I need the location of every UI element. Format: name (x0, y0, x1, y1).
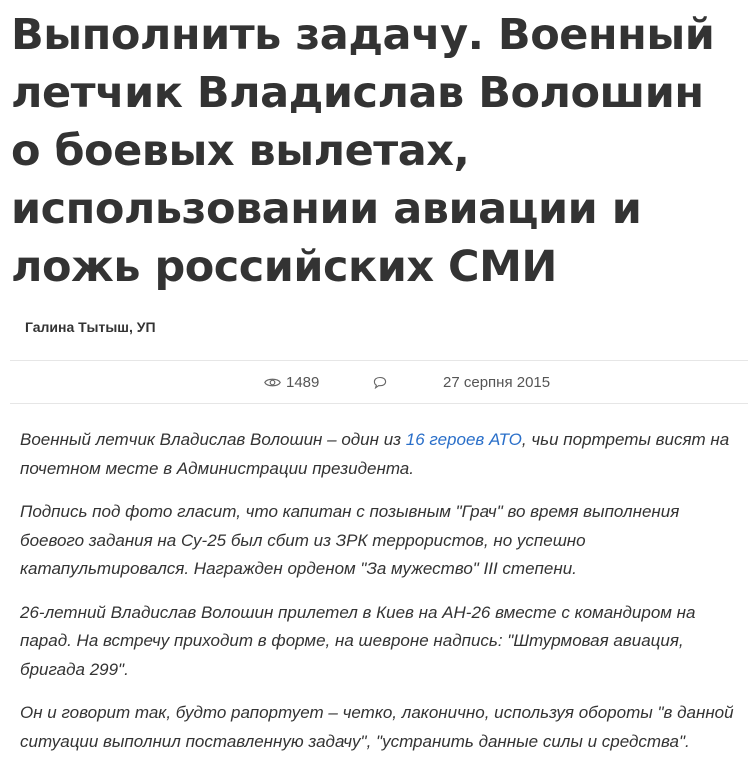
article-title: Выполнить задачу. Военный летчик Владислав Волошин о боевых вылетах, использовании авиации и ложь российских СМИ (11, 10, 715, 292)
article-body (20, 426, 746, 771)
paragraph-1-start: Военный летчик Владислав Волошин – один из (20, 430, 406, 449)
meta-divider-bottom (10, 403, 748, 404)
comments-link[interactable] (373, 372, 387, 392)
paragraph-3: 26-летний Владислав Волошин прилетел в Киев на АН-26 вместе с командиром на парад. На встречу приходит в форме, на шевроне надпись: "Штурмовая авиация, бригада 299". (20, 602, 696, 679)
meta-divider-top (10, 360, 748, 361)
heroes-ato-link[interactable]: 16 героев АТО (405, 430, 522, 449)
paragraph-4: Он и говорит так, будто рапортует – четко, лаконично, используя обороты "в данной ситуации выполнил поставленную задачу", "устранить данные силы и средства". (20, 703, 734, 751)
eye-icon (264, 377, 281, 388)
comment-icon[interactable] (373, 376, 387, 389)
views-counter (264, 372, 319, 392)
paragraph-1-end: , чьи портреты висят на почетном месте в Администрации президента. (20, 430, 730, 478)
publish-date: 27 серпня 2015 (443, 373, 551, 391)
article-author[interactable]: Галина Тытыш, УП (25, 319, 156, 335)
views-count: 1489 (286, 373, 320, 391)
paragraph-1 (20, 426, 746, 483)
paragraph-2: Подпись под фото гласит, что капитан с позывным "Грач" во время выполнения боевого задания на Су-25 был сбит из ЗРК террористов, но успешно катапультировался. Награжден орденом "За мужество" III степени. (20, 502, 680, 578)
